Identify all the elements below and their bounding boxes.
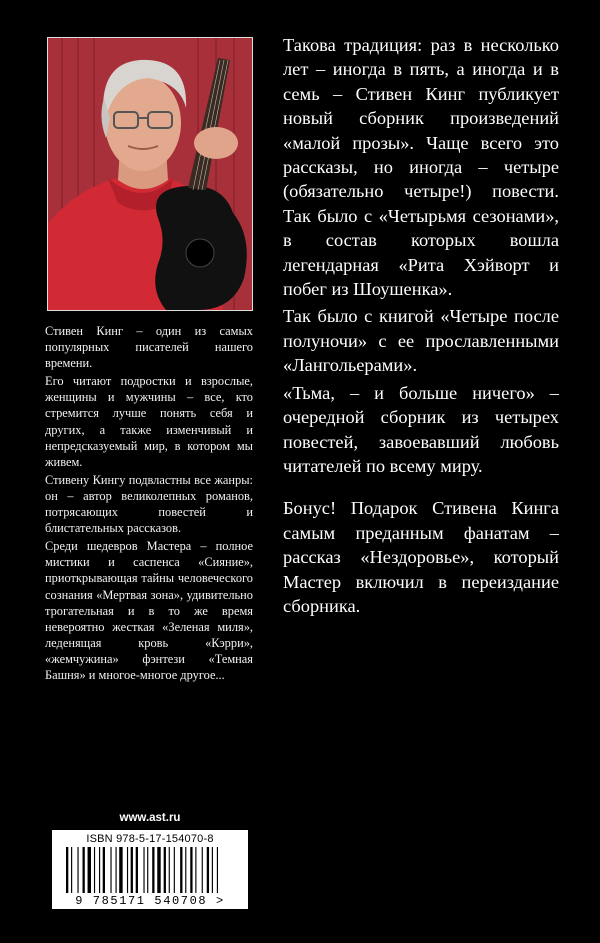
author-photo (47, 37, 253, 311)
barcode-icon (64, 847, 236, 893)
bio-paragraph: Его читают подростки и взрослые, женщины и мужчины – все, кто стремится лучше понять себя и других, а также изменчивый и непредсказуемый мир, в котором мы живем. (45, 374, 253, 469)
publisher-website: www.ast.ru (119, 812, 181, 824)
isbn-number: ISBN 978-5-17-154070-8 (86, 833, 214, 845)
bio-paragraph: Среди шедевров Мастера – полное мистики и саспенса «Сияние», приоткрывающая тайны человеческого сознания «Мертвая зона», удивительно трогательная и в то же время невероятно жесткая «Зеленая миля», леденящая кровь «Кэрри», «жемчужина» фэнтези «Темная Башня» и многое-многое другое... (45, 539, 253, 682)
description-paragraph: «Тьма, – и больше ничего» – очередной сборник из четырех повестей, завоевавший любовь читателей по всему миру. (283, 382, 559, 476)
description-paragraph: Так было с книгой «Четыре после полуночи» с ее прославленными «Лангольерами». (283, 306, 559, 376)
barcode-block (52, 830, 248, 909)
description-paragraph: Такова традиция: раз в несколько лет – иногда в пять, а иногда и в семь – Стивен Кинг публикует новый сборник произведений «малой прозы». Чаще всего это рассказы, но иногда – четыре (обязательно четыре!) повести. Так было с «Четырьмя сезонами», в состав которых вошла легендарная «Рита Хэйворт и побег из Шоушенка». (283, 35, 559, 300)
bio-paragraph: Стивен Кинг – один из самых популярных писателей нашего времени. (45, 324, 253, 371)
book-description (283, 33, 559, 621)
barcode-digits: 9 785171 540708 > (75, 894, 225, 908)
bonus-paragraph: Бонус! Подарок Стивена Кинга самым преданным фанатам – рассказ «Нездоровье», который Мастер включил в переиздание сборника. (283, 498, 559, 616)
bio-paragraph: Стивену Кингу подвластны все жанры: он – автор великолепных романов, потрясающих повестей и блистательных рассказов. (45, 472, 253, 536)
author-bio (45, 323, 253, 685)
